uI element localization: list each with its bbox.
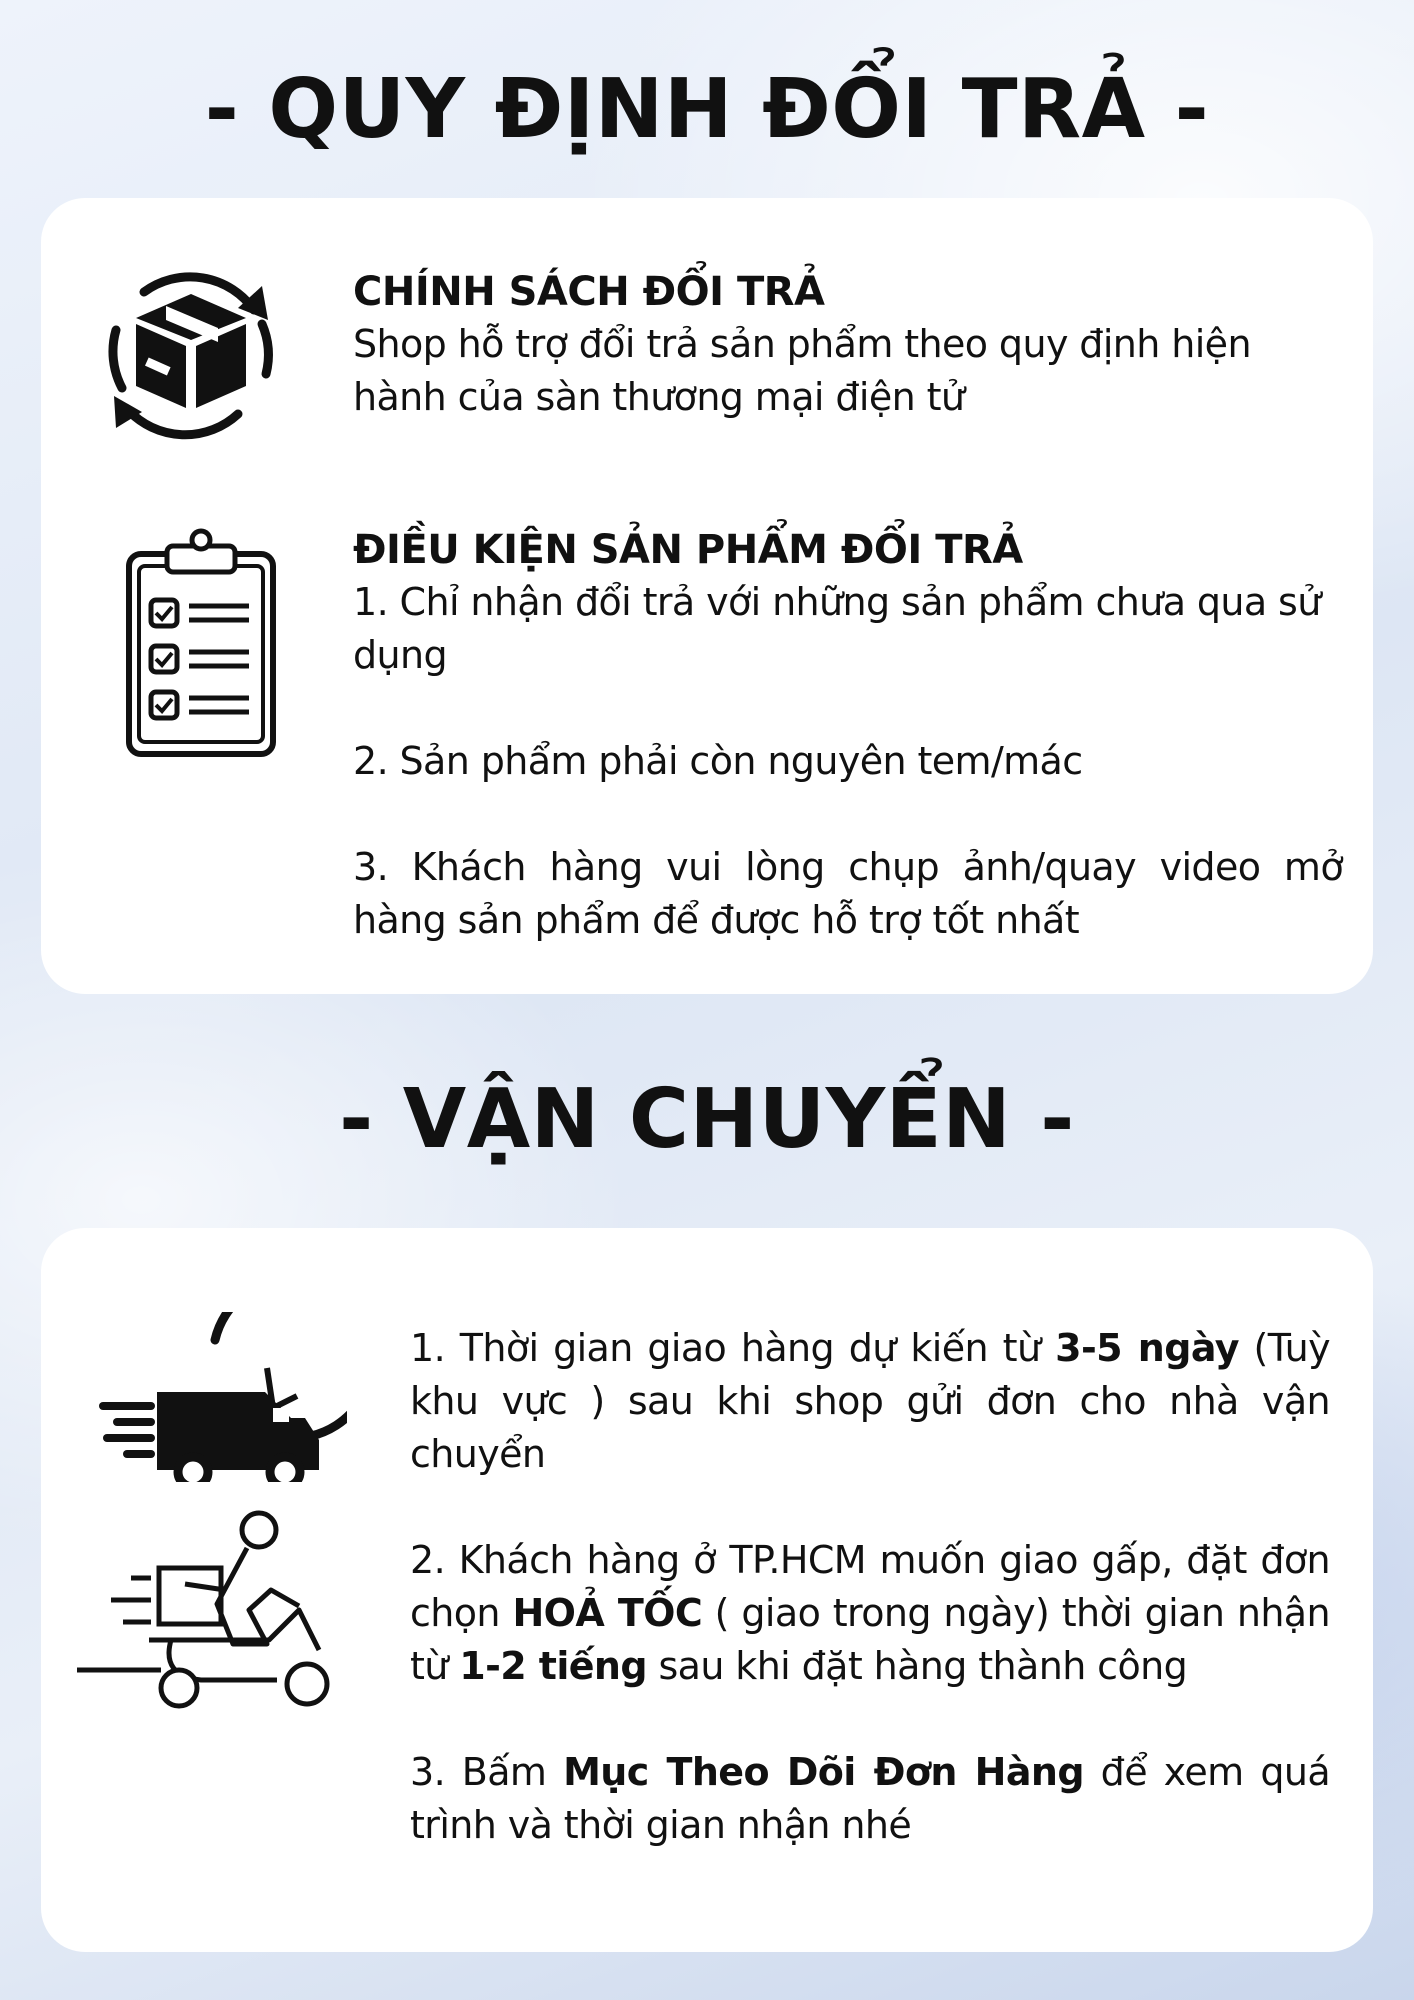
shipping-info-block — [410, 1322, 1330, 1852]
condition-item-1: 1. Chỉ nhận đổi trả với những sản phẩm chưa qua sử dụng — [353, 580, 1321, 677]
return-policy-block — [353, 266, 1323, 424]
shipping-heading: - VẬN CHUYỂN - — [339, 1072, 1075, 1167]
scooter-courier-icon — [75, 1508, 355, 1728]
returns-heading: - QUY ĐỊNH ĐỔI TRẢ - — [204, 62, 1210, 157]
return-policy-title: CHÍNH SÁCH ĐỔI TRẢ — [353, 269, 825, 315]
returns-card — [41, 198, 1373, 994]
condition-item-3: 3. Khách hàng vui lòng chụp ảnh/quay video mở hàng sản phẩm để được hỗ trợ tốt nhất — [353, 845, 1343, 942]
box-return-icon — [96, 258, 286, 448]
shipping-card — [41, 1228, 1373, 1952]
return-conditions-title: ĐIỀU KIỆN SẢN PHẨM ĐỔI TRẢ — [353, 527, 1023, 573]
condition-item-2: 2. Sản phẩm phải còn nguyên tem/mác — [353, 739, 1083, 783]
shipping-item-3: 3. Bấm Mục Theo Dõi Đơn Hàng để xem quá trình và thời gian nhận nhé — [410, 1750, 1331, 1847]
shipping-item-1: 1. Thời gian giao hàng dự kiến từ 3-5 ngày (Tuỳ khu vực ) sau khi shop gửi đơn cho nhà vận chuyển — [410, 1326, 1330, 1476]
shipping-item-2: 2. Khách hàng ở TP.HCM muốn giao gấp, đặt đơn chọn HOẢ TỐC ( giao trong ngày) thời gian nhận từ 1-2 tiếng sau khi đặt hàng thành công — [410, 1538, 1330, 1688]
return-policy-text: Shop hỗ trợ đổi trả sản phẩm theo quy định hiện hành của sàn thương mại điện tử — [353, 322, 1251, 419]
clipboard-checklist-icon — [121, 528, 281, 768]
delivery-truck-icon — [97, 1312, 347, 1482]
return-conditions-block — [353, 524, 1343, 947]
